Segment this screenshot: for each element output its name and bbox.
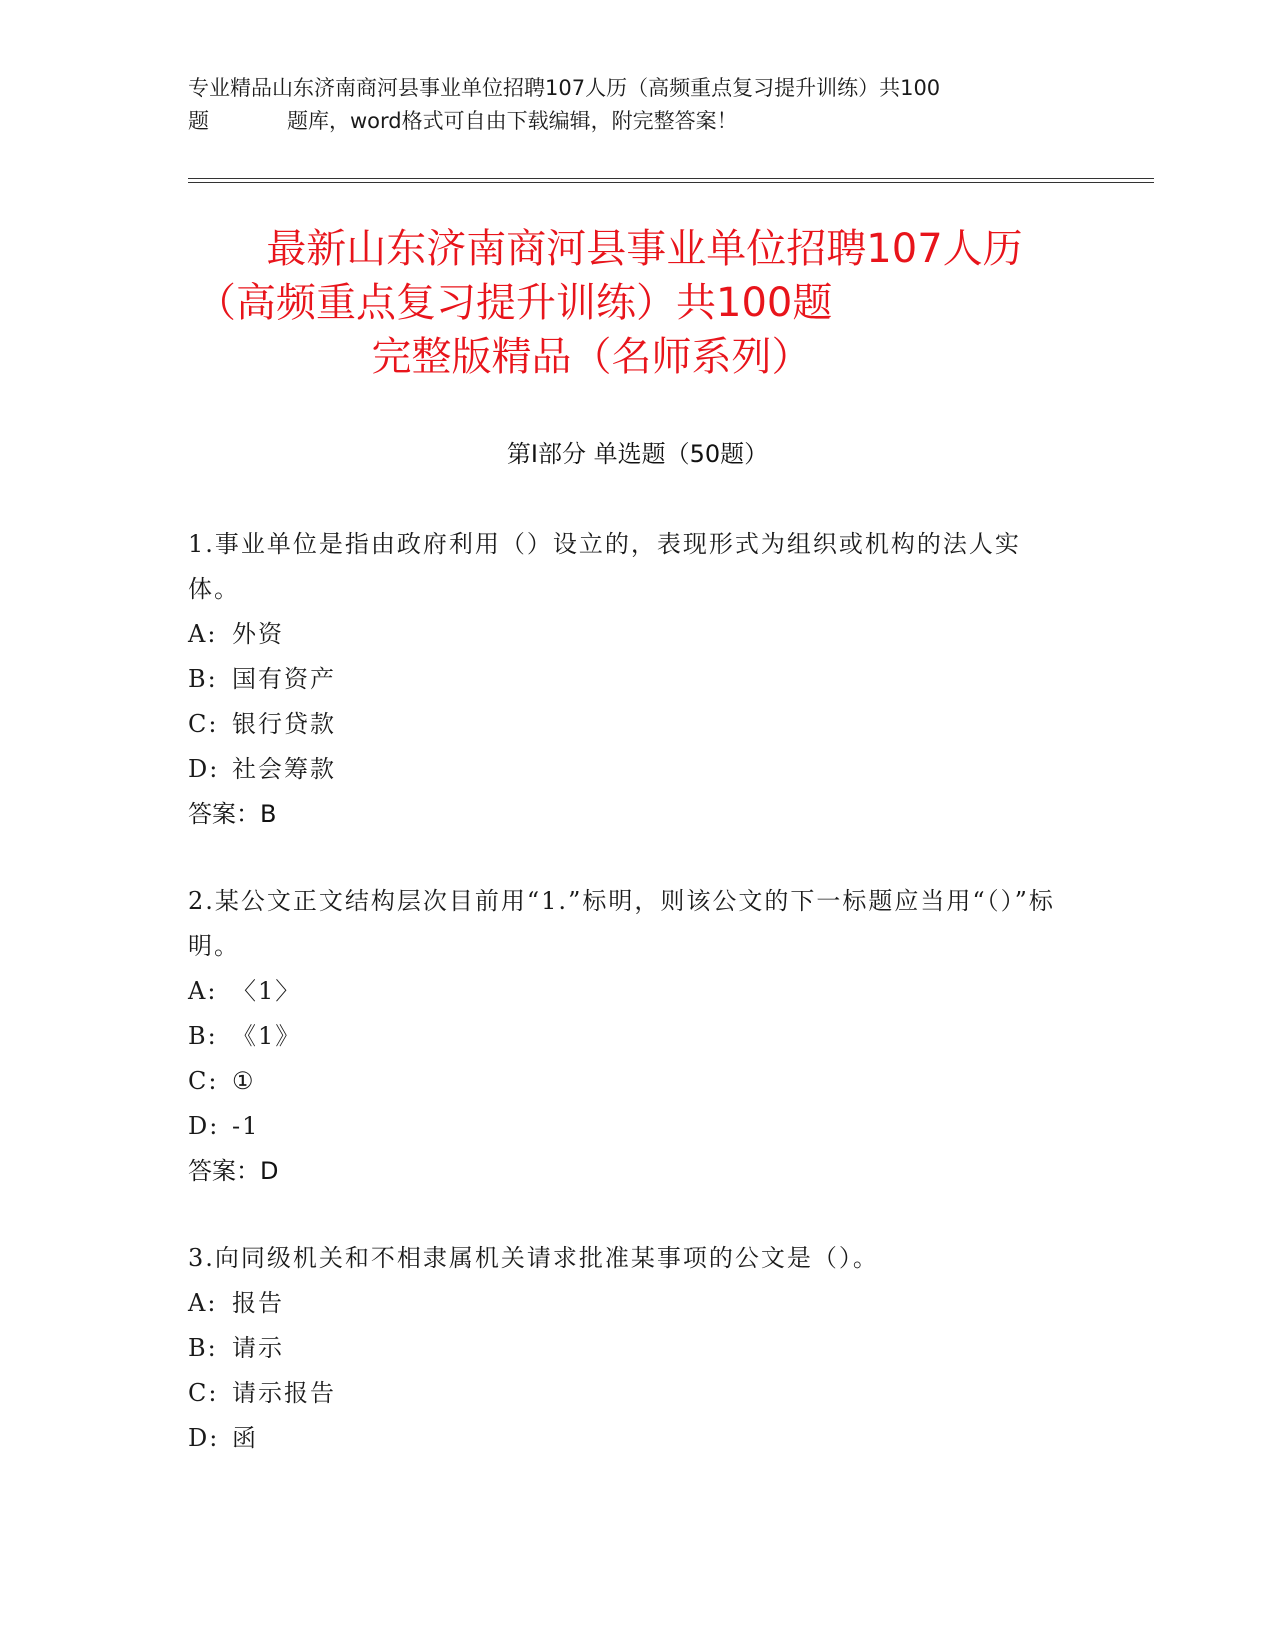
option-key: A: (188, 620, 218, 648)
header-line-1: 专业精品山东济南商河县事业单位招聘107人历（高频重点复习提升训练）共100 (188, 76, 941, 100)
option-d (188, 1104, 1068, 1149)
option-b (188, 657, 1068, 702)
option-text: 国有资产 (232, 665, 336, 693)
option-b (188, 1014, 1068, 1059)
question-list (188, 522, 1068, 1503)
option-text: 请示 (232, 1334, 284, 1362)
answer-line: 答案：B (188, 800, 277, 828)
option-text: 请示报告 (232, 1379, 336, 1407)
option-text: 外资 (232, 620, 284, 648)
option-d (188, 747, 1068, 792)
document-header (188, 72, 1108, 138)
option-text: 《1》 (232, 1022, 302, 1050)
question-2 (188, 879, 1068, 1194)
answer-line: 答案：D (188, 1157, 279, 1185)
option-a (188, 1281, 1068, 1326)
option-b (188, 1326, 1068, 1371)
title-line-3: 完整版精品（名师系列） (371, 334, 812, 380)
option-c (188, 1371, 1068, 1416)
section-title: 第Ⅰ部分 单选题（50题） (506, 440, 769, 468)
option-key: A: (188, 1289, 218, 1317)
header-divider-top (188, 178, 1154, 179)
option-key: B: (188, 665, 218, 693)
option-a (188, 969, 1068, 1014)
option-key: D: (188, 755, 220, 783)
option-text: 社会筹款 (232, 755, 336, 783)
option-key: C: (188, 1379, 219, 1407)
question-stem: 1.事业单位是指由政府利用（）设立的，表现形式为组织或机构的法人实体。 (188, 530, 1021, 603)
option-c (188, 702, 1068, 747)
option-text: 〈1〉 (232, 977, 302, 1005)
option-key: D: (188, 1424, 220, 1452)
option-text: 函 (232, 1424, 258, 1452)
header-divider-bottom (188, 182, 1154, 183)
option-key: C: (188, 710, 219, 738)
header-line-2 (188, 105, 1108, 138)
option-a (188, 612, 1068, 657)
question-stem: 2.某公文正文结构层次目前用“1.”标明，则该公文的下一标题应当用“（）”标明。 (188, 887, 1055, 960)
question-1 (188, 522, 1068, 837)
title-line-1: 最新山东济南商河县事业单位招聘107人历 (266, 226, 1023, 272)
question-stem: 3.向同级机关和不相隶属机关请求批准某事项的公文是（）。 (188, 1244, 879, 1272)
option-text: ① (232, 1067, 256, 1095)
option-key: B: (188, 1022, 218, 1050)
option-key: B: (188, 1334, 218, 1362)
option-c (188, 1059, 1068, 1104)
option-d (188, 1416, 1068, 1461)
option-text: 报告 (232, 1289, 284, 1317)
title-line-2: （高频重点复习提升训练）共100题 (196, 280, 833, 326)
question-3 (188, 1236, 1068, 1461)
option-key: C: (188, 1067, 219, 1095)
header-line-2-start: 题 (188, 109, 209, 133)
option-text: -1 (232, 1112, 260, 1140)
header-line-2-rest: 题库，word格式可自由下载编辑，附完整答案！ (287, 109, 738, 133)
option-key: A: (188, 977, 218, 1005)
option-text: 银行贷款 (232, 710, 336, 738)
option-key: D: (188, 1112, 220, 1140)
document-title (150, 222, 1125, 384)
